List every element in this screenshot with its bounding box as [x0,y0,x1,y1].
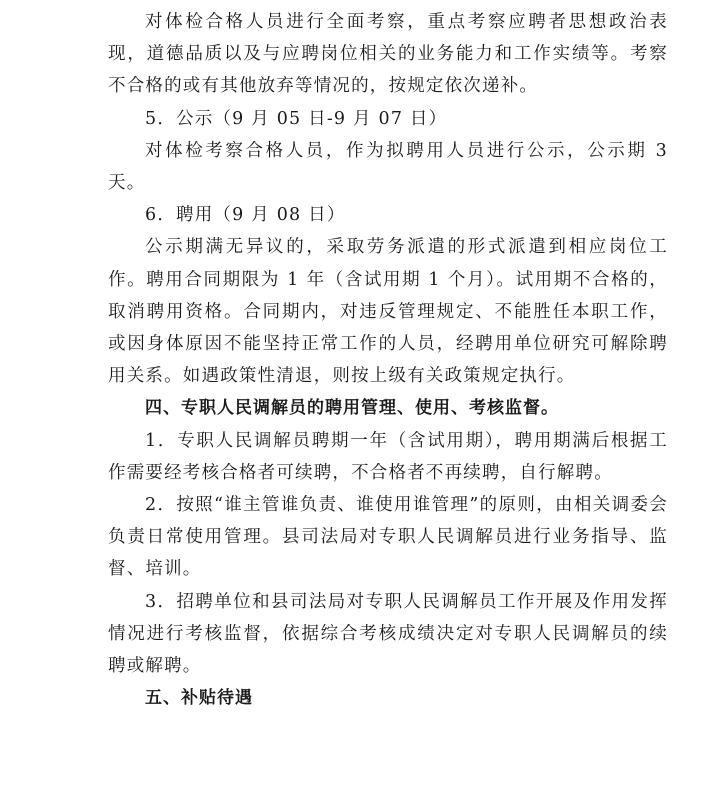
paragraph-public-notice: 对体检考察合格人员，作为拟聘用人员进行公示，公示期 3 天。 [108,140,668,194]
section-heading-management: 四、专职人民调解员的聘用管理、使用、考核监督。 [145,398,559,419]
paragraph-management-3: 3．招聘单位和县司法局对专职人民调解员工作开展及作用发挥情况进行考核监督，依据综合考核成绩决定对专职人民调解员的续聘或解聘。 [108,591,668,677]
paragraph-inspection: 对体检合格人员进行全面考察，重点考察应聘者思想政治表现，道德品质以及与应聘岗位相关的业务能力和工作实绩等。考察不合格的或有其他放弃等情况的，按规定依次递补。 [108,12,668,97]
paragraph-management-2: 2．按照“谁主管谁负责、谁使用谁管理”的原则，由相关调委会负责日常使用管理。县司法局对专职人民调解员进行业务指导、监督、培训。 [108,495,668,580]
paragraph-public-notice-heading: 5．公示（9 月 05 日-9 月 07 日） [145,108,448,129]
paragraph-management-1: 1．专职人民调解员聘期一年（含试用期），聘用期满后根据工作需要经考核合格者可续聘，不合格者不再续聘，自行解聘。 [108,430,668,483]
section-heading-subsidy: 五、补贴待遇 [145,688,253,709]
paragraph-employment-heading: 6．聘用（9 月 08 日） [145,205,346,226]
paragraph-employment: 公示期满无异议的，采取劳务派遣的形式派遣到相应岗位工作。聘用合同期限为 1 年（含试用期 1 个月）。试用期不合格的，取消聘用资格。合同期内，对违反管理规定、不能胜任本职工作，或因身体原因不能坚持正常工作的人员，经聘用单位研究可解除聘用关系。如遇政策性清退，则按上级有关政策规定执行。 [108,237,668,387]
